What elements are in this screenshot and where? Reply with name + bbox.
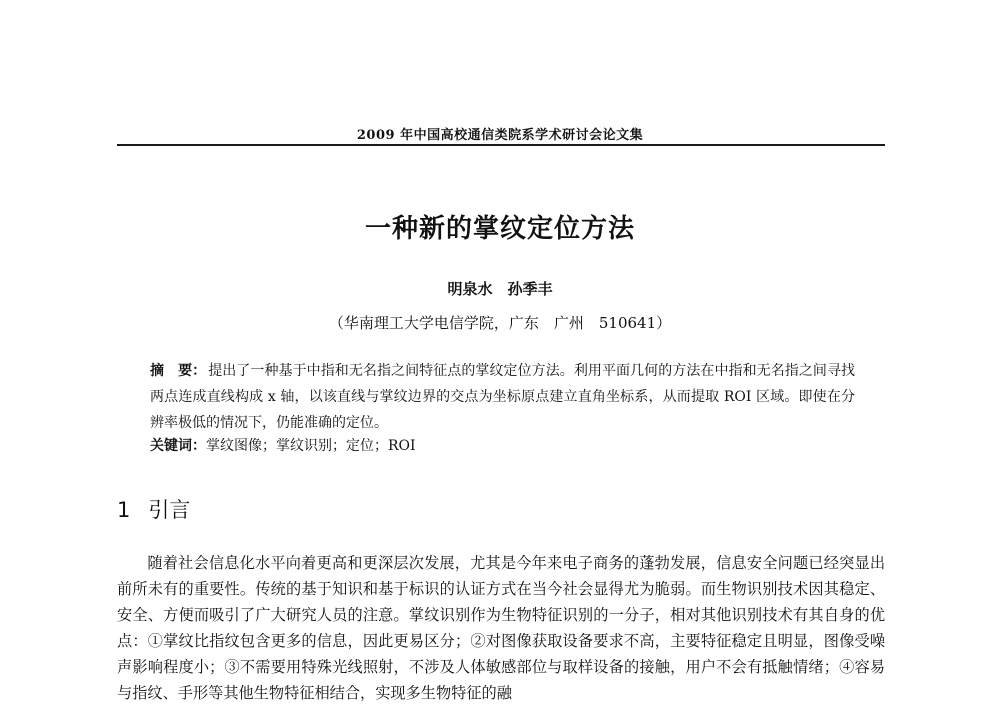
- abstract-label: 摘 要：: [150, 363, 207, 379]
- abstract: [150, 358, 855, 436]
- keywords: [150, 436, 855, 456]
- header-rule: [117, 144, 885, 146]
- authors: 明泉水 孙季丰: [447, 280, 553, 298]
- section-title: 引言: [148, 498, 191, 522]
- section-heading: [117, 494, 190, 524]
- keywords-label: 关键词：: [150, 438, 206, 454]
- running-header: 2009 年中国高校通信类院系学术研讨会论文集: [356, 128, 644, 143]
- keywords-text: 掌纹图像；掌纹识别；定位；ROI: [206, 438, 416, 454]
- abstract-text: 提出了一种基于中指和无名指之间特征点的掌纹定位方法。利用平面几何的方法在中指和无名指之间寻找两点连成直线构成 x 轴，以该直线与掌纹边界的交点为坐标原点建立直角坐标系，从而提取 ROI 区域。即使在分辨率极低的情况下，仍能准确的定位。: [150, 363, 856, 431]
- paper-title: 一种新的掌纹定位方法: [364, 214, 635, 244]
- section-number: 1: [117, 498, 131, 522]
- body-paragraph: 随着社会信息化水平向着更高和更深层次发展，尤其是今年来电子商务的蓬勃发展，信息安全问题已经突显出前所未有的重要性。传统的基于知识和基于标识的认证方式在当今社会显得尤为脆弱。而生物识别技术因其稳定、安全、方便而吸引了广大研究人员的注意。掌纹识别作为生物特征识别的一分子，相对其他识别技术有其自身的优点：①掌纹比指纹包含更多的信息，因此更易区分；②对图像获取设备要求不高，主要特征稳定且明显，图像受噪声影响程度小；③不需要用特殊光线照射，不涉及人体敏感部位与取样设备的接触，用户不会有抵触情绪；④容易与指纹、手形等其他生物特征相结合，实现多生物特征的融: [117, 554, 885, 702]
- affiliation: （华南理工大学电信学院，广东 广州 510641）: [328, 314, 672, 332]
